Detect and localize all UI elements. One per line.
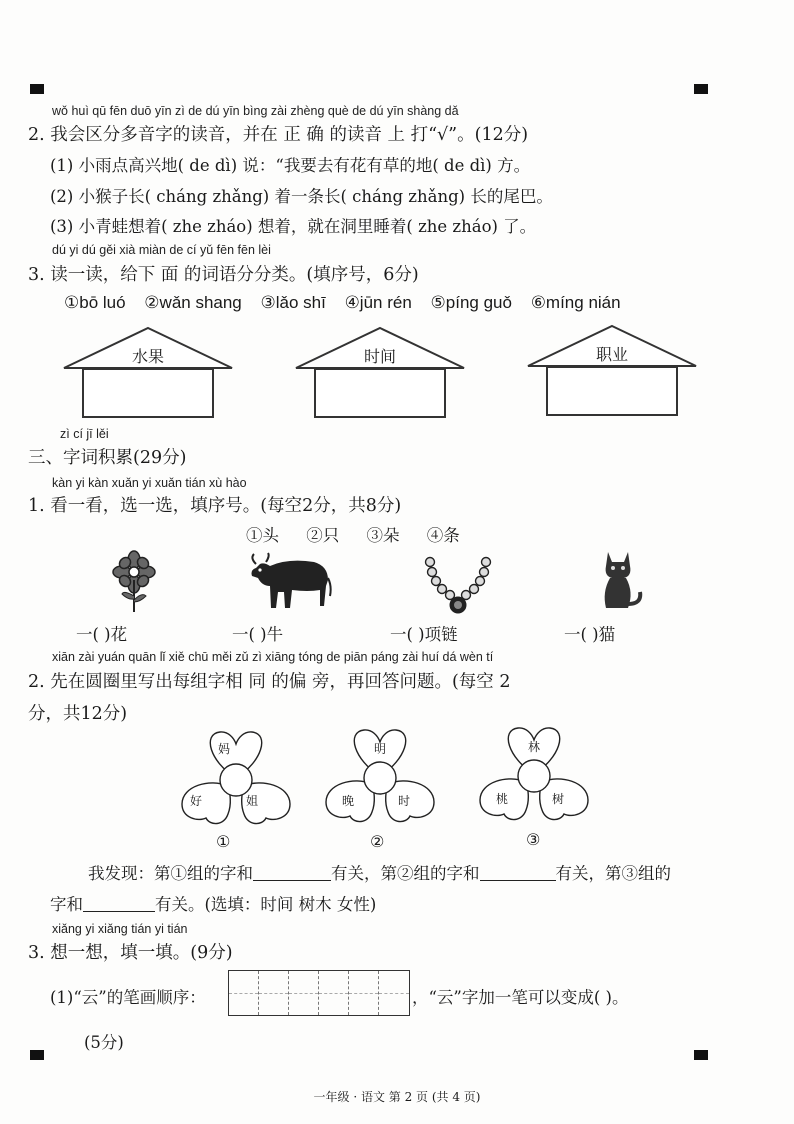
discovery-text: 有关，第③组的 [555,864,671,883]
stroke-cell[interactable] [379,971,409,1015]
category-answer-box-occupation[interactable] [546,366,678,416]
group3-char-top: 林 [527,740,540,754]
group3-char-right: 树 [551,792,564,806]
q3-option: ⑤píng guǒ [430,293,512,312]
section3-pinyin: zì cí jī lěi [60,427,109,441]
q2-pinyin: wǒ huì qū fēn duō yīn zì de dú yīn bìng zài zhèng què de dú yīn shàng dǎ [52,104,459,118]
s3q1-pinyin: kàn yi kàn xuǎn yi xuǎn tián xù hào [52,476,247,490]
category-fruit: 水果 [131,347,164,366]
blank-cat[interactable]: 一( )猫 [564,625,616,644]
category-answer-box-fruit[interactable] [82,368,214,418]
measure-word-option: ②只 [306,526,340,545]
s3q1-options [246,522,474,546]
answer-blank-group1[interactable] [253,864,331,881]
measure-word-option: ①头 [246,526,279,545]
necklace-icon [422,554,494,616]
clover-group-1 [176,726,296,830]
stroke-cell[interactable] [289,971,319,1015]
s3q3-title: 3. 想一想，填一填。(9分) [28,943,233,963]
measure-word-option: ③朵 [366,526,400,545]
discovery-line-2 [50,891,376,915]
discovery-text: 我发现：第①组的字和 [88,864,253,883]
q3-option: ④jūn rén [344,293,412,312]
q3-option: ⑥míng nián [530,293,621,312]
registration-mark [30,84,44,94]
s3q1-title: 1. 看一看，选一选，填序号。(每空2分，共8分) [28,496,402,516]
discovery-text: 有关，第②组的字和 [331,864,480,883]
q3-title: 3. 读一读，给下 面 的词语分分类。(填序号，6分) [28,265,419,285]
s3q3-pinyin: xiǎng yi xiǎng tián yi tián [52,922,188,936]
section3-title: 三、字词积累(29分) [28,448,187,468]
group2-char-left: 晚 [341,794,354,808]
discovery-text: 字和 [50,895,83,914]
blank-bull[interactable]: 一( )牛 [232,625,284,644]
group2-char-top: 明 [373,742,386,756]
category-time: 时间 [363,347,396,366]
q2-title: 2. 我会区分多音字的读音，并在 正 确 的读音 上 打“√”。(12分) [28,125,529,145]
s3q3-item1-score: (5分) [84,1033,124,1052]
stroke-cell[interactable] [319,971,349,1015]
discovery-text: 有关。(选填：时间 树木 女性) [155,895,377,914]
s3q3-item1-label: (1)“云”的笔画顺序： [50,988,206,1007]
group2-number: ② [370,832,385,851]
page-footer: 一年级 · 语文 第 2 页 (共 4 页) [313,1090,481,1104]
discovery-line-1 [88,860,671,884]
bull-icon [248,552,332,612]
group1-number: ① [216,832,231,851]
group3-number: ③ [526,830,541,849]
q3-option: ②wǎn shang [144,293,242,312]
stroke-order-grid[interactable] [228,970,410,1016]
answer-blank-group2[interactable] [480,864,556,881]
group2-char-right: 时 [397,794,410,808]
q3-options [64,293,635,313]
q3-option: ③lǎo shī [260,293,326,312]
q2-item-3: (3) 小青蛙想着( zhe zháo) 想着，就在洞里睡着( zhe zháo) 了。 [50,217,537,236]
q2-item-1: (1) 小雨点高兴地( de dì) 说：“我要去有花有草的地( de dì) 方。 [50,156,531,175]
group3-char-left: 桃 [495,792,508,806]
stroke-cell[interactable] [229,971,259,1015]
s3q3-item1-question: ，“云”字加一笔可以变成( )。 [412,988,629,1007]
flower-icon [110,550,158,614]
group1-char-top: 妈 [217,742,230,756]
q3-pinyin: dú yi dú gěi xià miàn de cí yǔ fēn fēn lèi [52,243,271,257]
s3q2-title-line1: 2. 先在圆圈里写出每组字相 同 的偏 旁，再回答问题。(每空 2 [28,672,511,692]
group1-char-right: 姐 [245,794,258,808]
stroke-cell[interactable] [259,971,289,1015]
s3q2-pinyin: xiān zài yuán quān lǐ xiě chū měi zǔ zì xiāng tóng de piān páng zài huí dá wèn tí [52,650,494,664]
group1-char-left: 好 [189,794,202,808]
measure-word-option: ④条 [426,526,460,545]
registration-mark [694,1050,708,1060]
cat-icon [598,548,646,612]
category-answer-box-time[interactable] [314,368,446,418]
blank-flower[interactable]: 一( )花 [76,625,128,644]
s3q2-title-line2: 分，共12分) [28,704,128,724]
category-occupation: 职业 [595,345,628,364]
answer-blank-group3[interactable] [83,895,155,912]
registration-mark [30,1050,44,1060]
q3-option: ①bō luó [64,293,126,312]
registration-mark [694,84,708,94]
q2-item-2: (2) 小猴子长( cháng zhǎng) 着一条长( cháng zhǎng) 长的尾巴。 [50,187,553,206]
blank-necklace[interactable]: 一( )项链 [390,625,458,644]
stroke-cell[interactable] [349,971,379,1015]
